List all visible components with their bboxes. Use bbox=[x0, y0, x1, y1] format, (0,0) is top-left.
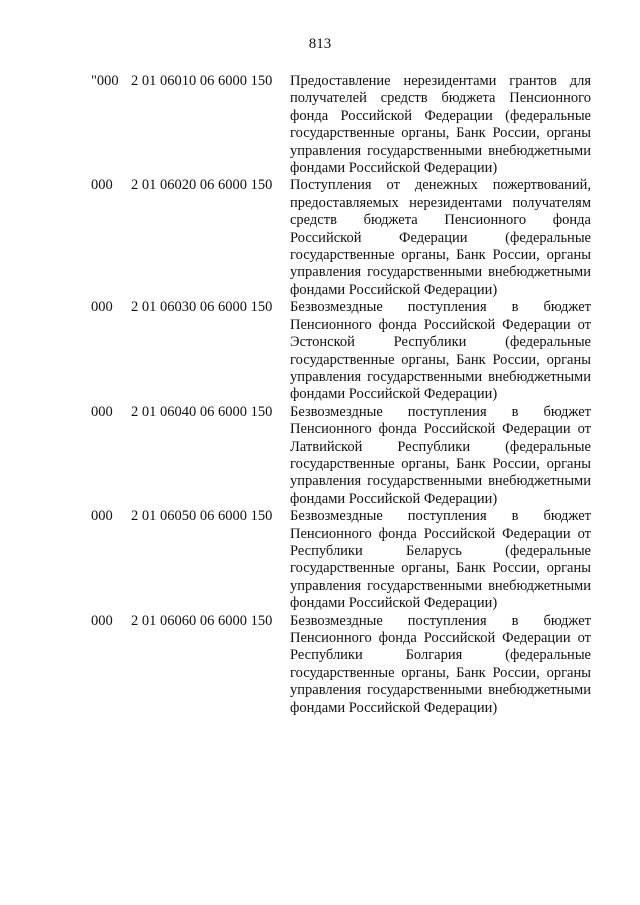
budget-code: 2 01 06010 06 6000 150 bbox=[131, 73, 273, 89]
budget-code: 2 01 06030 06 6000 150 bbox=[131, 299, 273, 316]
revenue-name: Предоставление нерезидентами грантов для получателей средств бюджета Пенсионного фонда Российской Федерации (федеральные государственные органы, Банк России, органы управления государственными внебюджетными фондами Российской Федерации) bbox=[290, 73, 591, 177]
budget-classification-table bbox=[0, 73, 640, 717]
budget-code: 2 01 06060 06 6000 150 bbox=[131, 612, 273, 629]
budget-code: 2 01 06040 06 6000 150 bbox=[131, 403, 273, 420]
admin-code: 000 bbox=[91, 403, 113, 420]
revenue-name: Поступления от денежных пожертвований, предоставляемых нерезидентами получателям средств бюджета Пенсионного фонда Российской Федерации (федеральные государственные органы, Банк России, органы управления государственными внебюджетными фондами Российской Федерации) bbox=[290, 177, 591, 298]
table-row bbox=[0, 613, 640, 717]
budget-code: 2 01 06050 06 6000 150 bbox=[131, 508, 273, 525]
budget-code: 2 01 06020 06 6000 150 bbox=[131, 177, 273, 194]
revenue-name: Безвозмездные поступления в бюджет Пенсионного фонда Российской Федерации от Республики Болгария (федеральные государственные органы, Банк России, органы управления государственными внебюджетными фондами Российской Федерации) bbox=[290, 612, 591, 716]
admin-code: 000 bbox=[91, 508, 113, 525]
admin-code: 000 bbox=[91, 299, 113, 316]
table-row bbox=[0, 73, 640, 177]
table-row bbox=[0, 508, 640, 612]
revenue-name: Безвозмездные поступления в бюджет Пенсионного фонда Российской Федерации от Республики Беларусь (федеральные государственные органы, Банк России, органы управления государственными внебюджетными фондами Российской Федерации) bbox=[290, 508, 591, 612]
admin-code: 000 bbox=[91, 177, 113, 194]
admin-code: 000 bbox=[91, 612, 113, 629]
revenue-name: Безвозмездные поступления в бюджет Пенсионного фонда Российской Федерации от Эстонской Республики (федеральные государственные органы, Банк России, органы управления государственными внебюджетными фондами Российской Федерации) bbox=[290, 299, 591, 403]
revenue-name: Безвозмездные поступления в бюджет Пенсионного фонда Российской Федерации от Латвийской Республики (федеральные государственные органы, Банк России, органы управления государственными внебюджетными фондами Российской Федерации) bbox=[290, 403, 591, 507]
table-row bbox=[0, 177, 640, 299]
table-row bbox=[0, 299, 640, 403]
table-row bbox=[0, 404, 640, 508]
page-number: 813 bbox=[308, 36, 332, 52]
admin-code: "000 bbox=[91, 73, 119, 89]
